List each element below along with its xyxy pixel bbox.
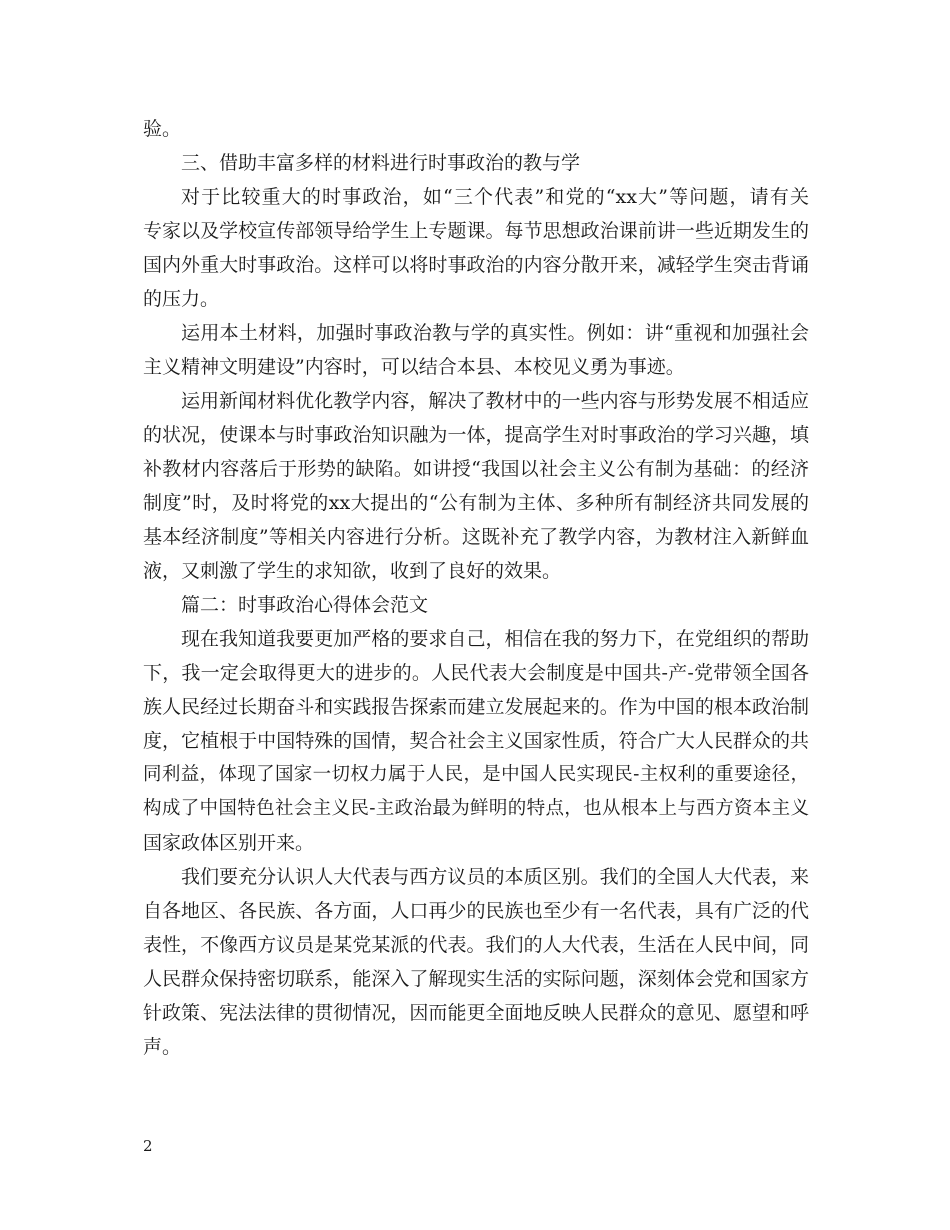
text-line: 篇二：时事政治心得体会范文 bbox=[181, 594, 429, 616]
text-line: 国家政体区别开来。 bbox=[143, 832, 315, 854]
text-line: 验。 bbox=[143, 118, 182, 140]
text-line: 主义精神文明建设”内容时，可以结合本县、本校见义勇为事迹。 bbox=[143, 356, 685, 378]
text-line: 构成了中国特色社会主义民-主政治最为鲜明的特点，也从根本上与西方资本主义 bbox=[143, 798, 809, 819]
text-line: 补教材内容落后于形势的缺陷。如讲授“我国以社会主义公有制为基础：的经济 bbox=[143, 458, 809, 480]
text-line: 表性，不像西方议员是某党某派的代表。我们的人大代表，生活在人民中间，同 bbox=[143, 934, 809, 956]
text-line: 液，又刺激了学生的求知欲，收到了良好的效果。 bbox=[143, 560, 562, 582]
text-line: 的状况，使课本与时事政治知识融为一体，提高学生对时事政治的学习兴趣，填 bbox=[143, 424, 809, 446]
text-line: 基本经济制度”等相关内容进行分析。这既补充了教学内容，为教材注入新鲜血 bbox=[143, 526, 809, 548]
text-line: 运用新闻材料优化教学内容，解决了教材中的一些内容与形势发展不相适应 bbox=[181, 390, 809, 412]
text-line: 族人民经过长期奋斗和实践报告探索而建立发展起来的。作为中国的根本政治制 bbox=[143, 696, 809, 718]
text-line: 自各地区、各民族、各方面，人口再少的民族也至少有一名代表，具有广泛的代 bbox=[143, 900, 809, 922]
text-line: 的压力。 bbox=[143, 288, 220, 310]
document-body bbox=[143, 112, 809, 1064]
page-number: 2 bbox=[143, 1137, 153, 1155]
text-line: 运用本土材料，加强时事政治教与学的真实性。例如：讲“重视和加强社会 bbox=[181, 322, 809, 344]
text-line: 现在我知道我要更加严格的要求自己，相信在我的努力下，在党组织的帮助 bbox=[181, 628, 809, 650]
text-line: 同利益，体现了国家一切权力属于人民，是中国人民实现民-主权利的重要途径， bbox=[143, 764, 809, 785]
text-line: 下，我一定会取得更大的进步的。人民代表大会制度是中国共-产-党带领全国各 bbox=[143, 662, 809, 684]
text-line: 度，它植根于中国特殊的国情，契合社会主义国家性质，符合广大人民群众的共 bbox=[143, 730, 809, 752]
text-line: 人民群众保持密切联系，能深入了解现实生活的实际问题，深刻体会党和国家方 bbox=[143, 968, 809, 990]
text-line: 制度”时，及时将党的xx大提出的“公有制为主体、多种所有制经济共同发展的 bbox=[143, 492, 809, 514]
text-line: 针政策、宪法法律的贯彻情况，因而能更全面地反映人民群众的意见、愿望和呼 bbox=[143, 1002, 809, 1024]
text-line: 声。 bbox=[143, 1036, 182, 1058]
text-line: 我们要充分认识人大代表与西方议员的本质区别。我们的全国人大代表，来 bbox=[181, 866, 809, 888]
text-line: 专家以及学校宣传部领导给学生上专题课。每节思想政治课前讲一些近期发生的 bbox=[143, 220, 809, 242]
text-line: 对于比较重大的时事政治，如“三个代表”和党的“xx大”等问题，请有关 bbox=[181, 186, 809, 208]
text-line: 国内外重大时事政治。这样可以将时事政治的内容分散开来，减轻学生突击背诵 bbox=[143, 254, 809, 276]
text-line: 三、借助丰富多样的材料进行时事政治的教与学 bbox=[181, 152, 581, 174]
